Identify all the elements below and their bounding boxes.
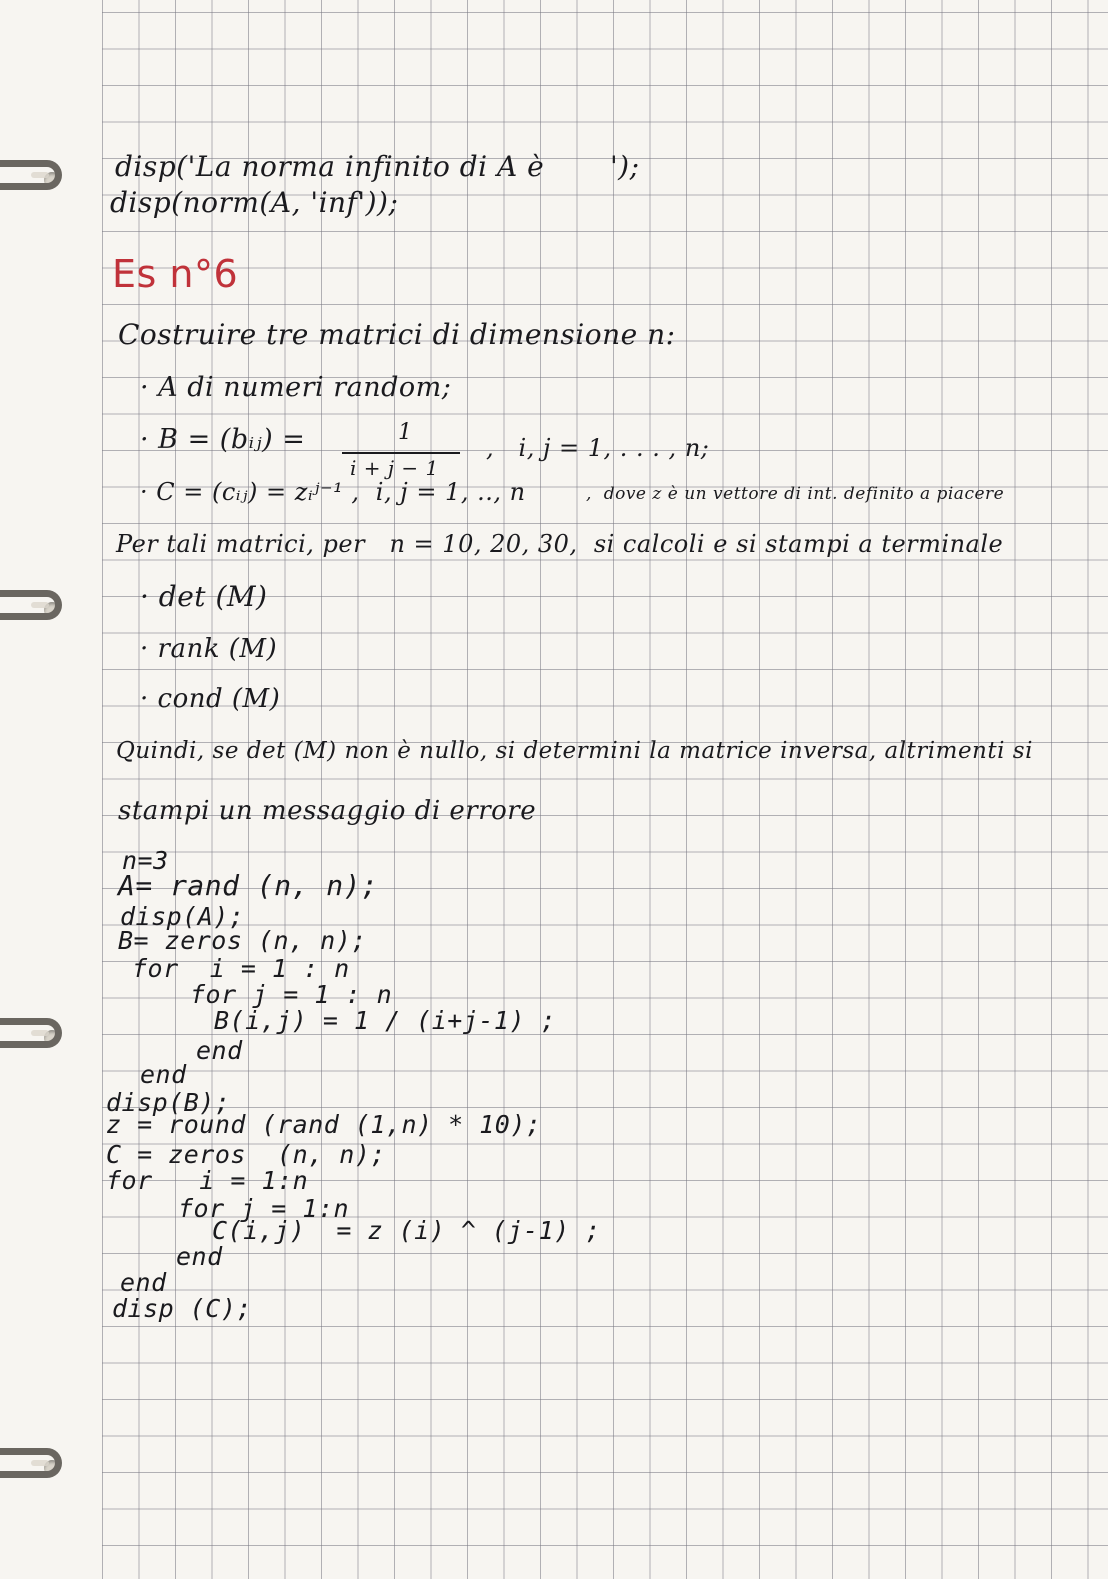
- item-rank: · rank (M): [140, 634, 278, 664]
- code-line: end: [120, 1268, 167, 1297]
- bullet-c: · C = (cᵢⱼ) = zᵢʲ⁻¹ , i, j = 1, .., n: [140, 478, 526, 506]
- code-line: z = round (rand (1,n) * 10);: [106, 1110, 542, 1139]
- code-line: for j = 1:n: [178, 1194, 350, 1223]
- code-line: C(i,j) = z (i) ^ (j-1) ;: [212, 1216, 601, 1245]
- code-line: n=3: [122, 846, 169, 875]
- code-line: B(i,j) = 1 / (i+j-1) ;: [214, 1006, 557, 1035]
- code-line: disp(A);: [120, 902, 245, 931]
- intro-text: Costruire tre matrici di dimensione n:: [118, 318, 676, 351]
- binder-ring: [0, 1448, 62, 1478]
- code-line: disp(B);: [106, 1088, 231, 1117]
- fraction-bar: [342, 452, 460, 454]
- for-matrices-text: Per tali matrici, per n = 10, 20, 30, si calcoli e si stampi a terminale: [116, 530, 1004, 558]
- bullet-b-indices: , i, j = 1, . . . , n;: [486, 434, 710, 462]
- code-line: C = zeros (n, n);: [106, 1140, 386, 1169]
- code-line: disp (C);: [112, 1294, 252, 1323]
- code-line: A= rand (n, n);: [118, 869, 379, 902]
- bullet-b-lhs: · B = (bᵢⱼ) =: [140, 424, 306, 455]
- binder-ring: [0, 160, 62, 190]
- item-cond: · cond (M): [140, 684, 281, 714]
- binder-ring: [0, 1018, 62, 1048]
- error-text: stampi un messaggio di errore: [118, 796, 537, 826]
- page-margin: [0, 0, 102, 1579]
- bullet-b-denominator: i + j − 1: [350, 456, 439, 480]
- code-line: end: [140, 1060, 187, 1089]
- binder-ring: [0, 590, 62, 620]
- bullet-b-numerator: 1: [398, 420, 413, 445]
- line-disp-message: disp('La norma infinito di A è ');: [115, 150, 640, 183]
- line-disp-norm: disp(norm(A, 'inf'));: [110, 186, 399, 219]
- code-line: B= zeros (n, n);: [118, 926, 367, 955]
- exercise-heading: Es n°6: [112, 252, 239, 296]
- then-text: Quindi, se det (M) non è nullo, si determini la matrice inversa, altrimenti si: [116, 738, 1033, 764]
- bullet-c-note: , dove z è un vettore di int. definito a piacere: [586, 484, 1005, 504]
- code-line: end: [176, 1242, 223, 1271]
- code-line: end: [196, 1036, 243, 1065]
- code-line: for j = 1 : n: [190, 980, 393, 1009]
- item-det: · det (M): [140, 580, 268, 613]
- bullet-a: · A di numeri random;: [140, 372, 452, 403]
- code-line: for i = 1:n: [106, 1166, 309, 1195]
- code-line: for i = 1 : n: [132, 954, 350, 983]
